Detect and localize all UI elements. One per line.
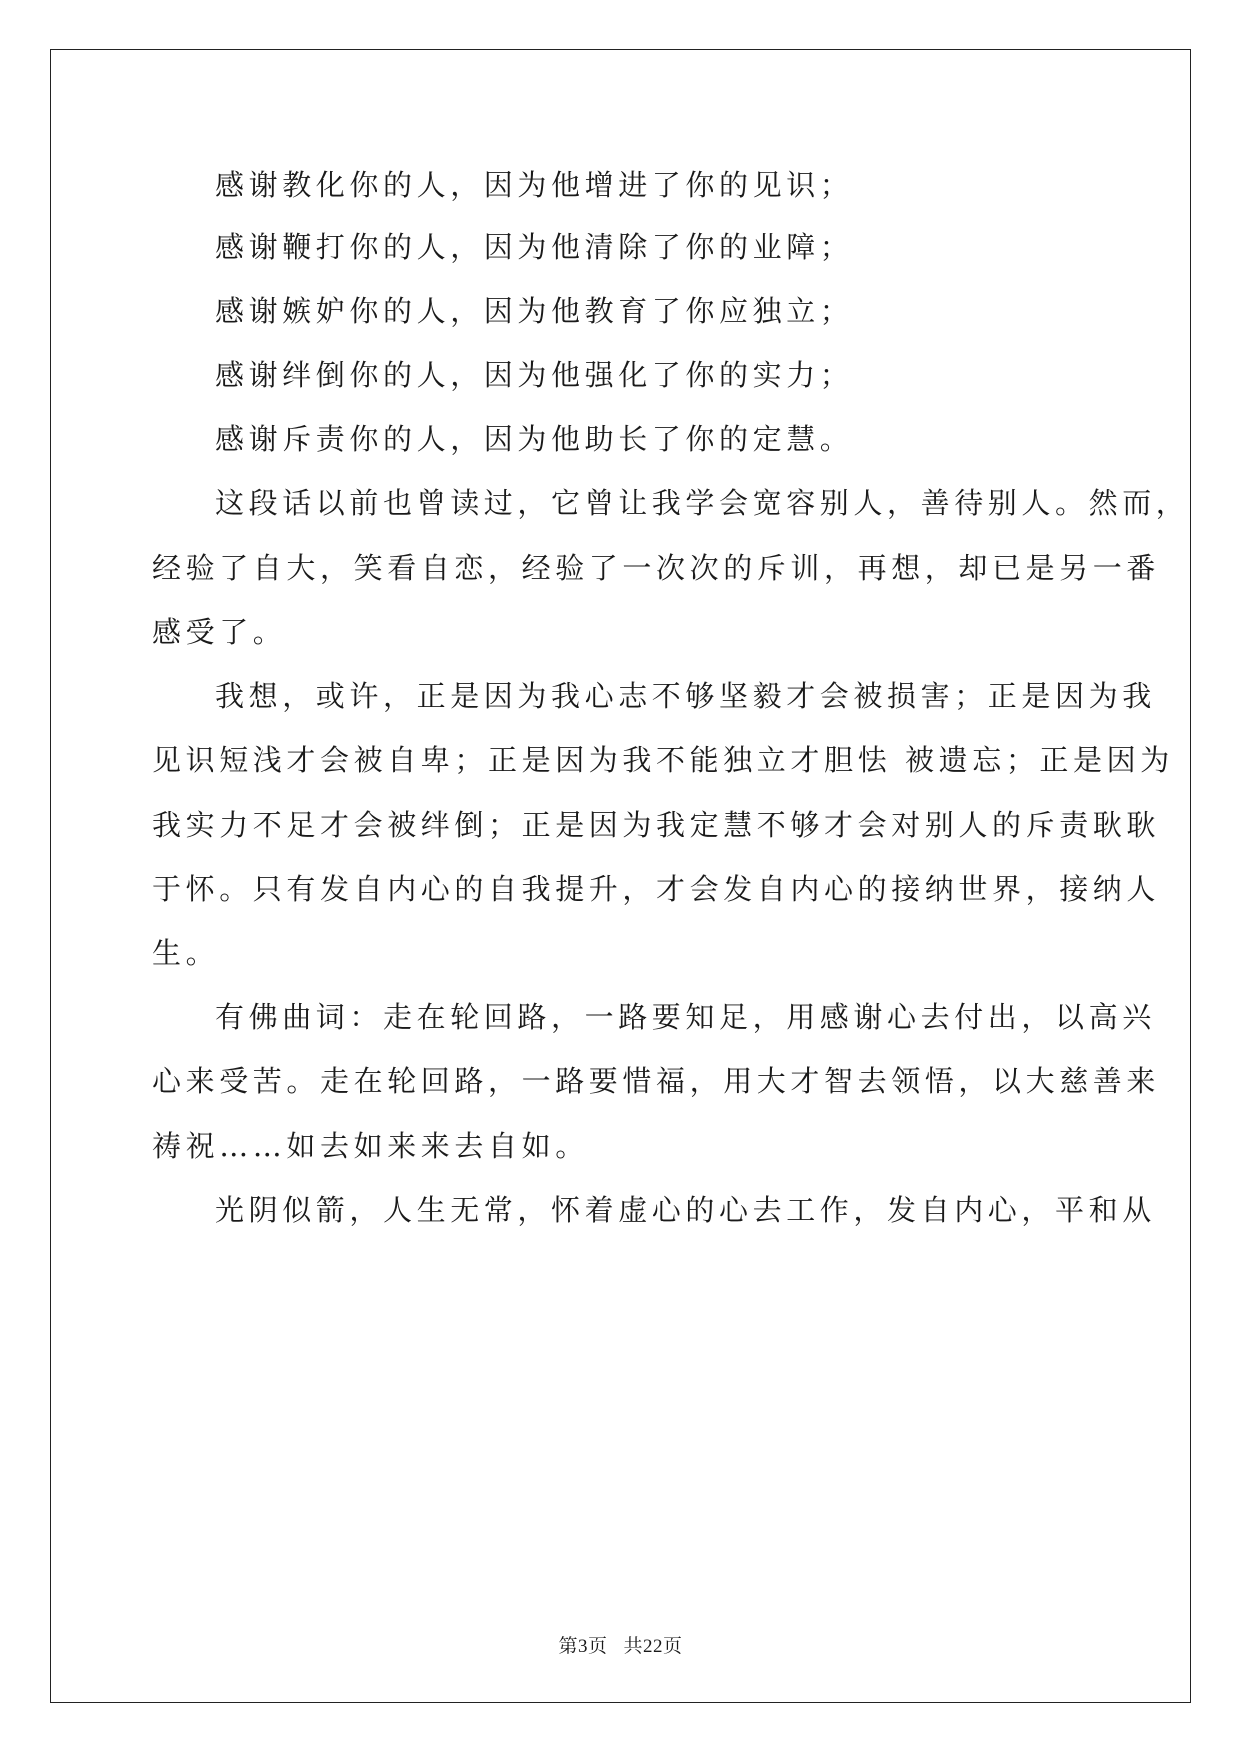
text-line: 感谢绊倒你的人，因为他强化了你的实力； <box>215 358 854 392</box>
text-line: 感谢斥责你的人，因为他助长了你的定慧。 <box>215 422 854 456</box>
page-footer <box>0 1631 1241 1658</box>
text-line: 有佛曲词：走在轮回路，一路要知足，用感谢心去付出，以高兴 <box>215 1000 1156 1034</box>
text-line: 这段话以前也曾读过，它曾让我学会宽容别人，善待别人。然而， <box>215 486 1190 520</box>
text-line: 于怀。只有发自内心的自我提升，才会发自内心的接纳世界，接纳人 <box>152 872 1161 906</box>
page-total: 共22页 <box>623 1636 683 1657</box>
page-number: 第3页 <box>558 1636 608 1657</box>
text-line: 感谢教化你的人，因为他增进了你的见识； <box>215 168 854 202</box>
text-line: 我实力不足才会被绊倒；正是因为我定慧不够才会对别人的斥责耿耿 <box>152 808 1161 842</box>
text-line: 感谢嫉妒你的人，因为他教育了你应独立； <box>215 294 854 328</box>
text-line: 感受了。 <box>152 615 287 649</box>
text-line: 感谢鞭打你的人，因为他清除了你的业障； <box>215 230 854 264</box>
text-line: 经验了自大，笑看自恋，经验了一次次的斥训，再想，却已是另一番 <box>152 551 1161 585</box>
text-line: 心来受苦。走在轮回路，一路要惜福，用大才智去领悟，以大慈善来 <box>152 1064 1161 1098</box>
text-line: 我想，或许，正是因为我心志不够坚毅才会被损害；正是因为我 <box>215 679 1156 713</box>
text-line: 见识短浅才会被自卑；正是因为我不能独立才胆怯 被遗忘；正是因为 <box>152 743 1174 777</box>
text-line: 祷祝……如去如来来去自如。 <box>152 1129 589 1163</box>
text-line: 生。 <box>152 936 220 970</box>
text-line: 光阴似箭，人生无常，怀着虚心的心去工作，发自内心，平和从 <box>215 1193 1156 1227</box>
